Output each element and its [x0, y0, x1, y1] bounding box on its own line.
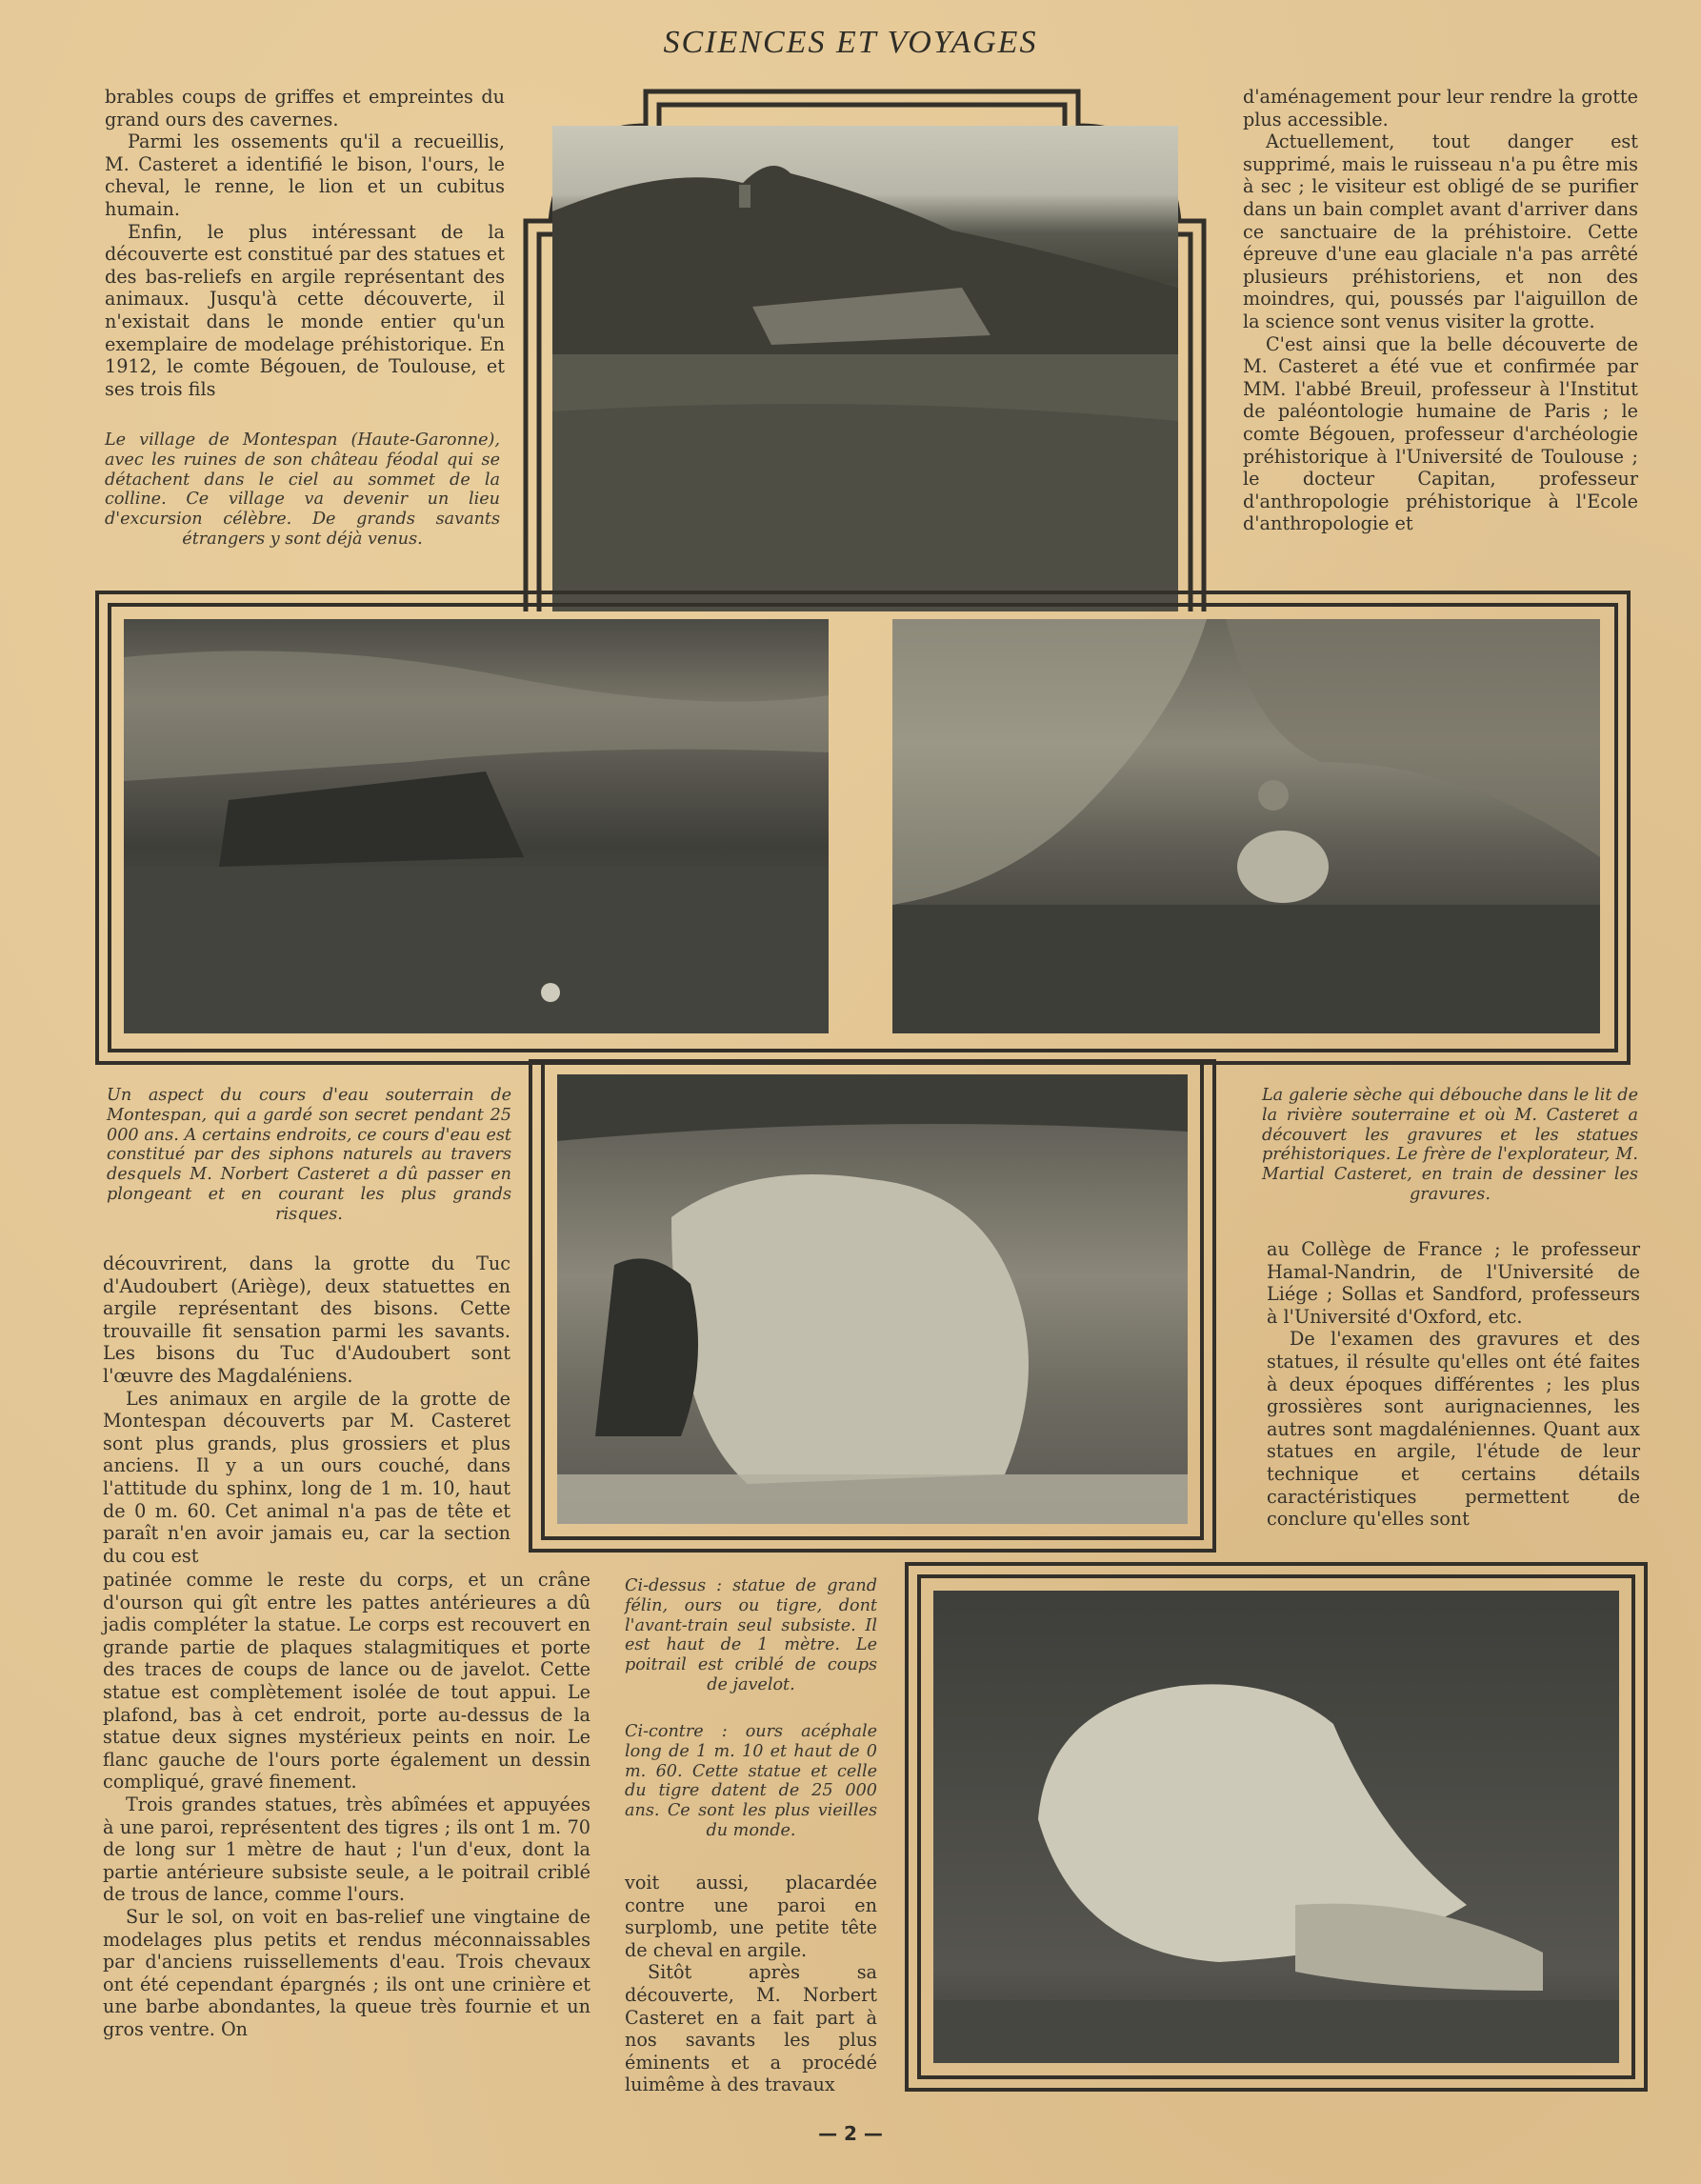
feline-statue-caption	[625, 1576, 877, 1695]
paragraph: voit aussi, placardée contre une paroi en surplomb, une petite tête de cheval en argile.	[625, 1872, 877, 1961]
paragraph: découvrirent, dans la grotte du Tuc d'Audoubert (Ariège), deux statuettes en argile représentant des bisons. Cette trouvaille fit sensation parmi les savants. Les bisons du Tuc d'Audoubert sont l'œuvre des Magdaléniens.	[103, 1252, 510, 1387]
village-landscape-graphic	[552, 126, 1178, 611]
top-right-article-column	[1243, 86, 1638, 535]
top-left-article-column	[105, 86, 505, 400]
gallery-cave-graphic	[892, 619, 1600, 1033]
center-lower-article-column	[625, 1872, 877, 2096]
paragraph: au Collège de France ; le professeur Hamal-Nandrin, de l'Université de Liége ; Sollas et Sandford, professeurs à l'Université d'Oxford, etc.	[1267, 1238, 1640, 1328]
dry-gallery-photo	[892, 619, 1600, 1033]
underground-stream-caption	[107, 1086, 511, 1225]
page-header-title: SCIENCES ET VOYAGES	[663, 25, 1038, 60]
village-photo-caption	[105, 431, 500, 550]
village-photo	[552, 126, 1178, 611]
feline-statue-graphic	[557, 1074, 1188, 1524]
stream-cave-graphic	[124, 619, 829, 1033]
caption-text: Ci-dessus : statue de grand félin, ours ou tigre, dont l'avant-train seul subsiste. Il est haut de 1 mètre. Le poitrail est criblé de coups de javelot.	[625, 1576, 877, 1694]
page-number: — 2 —	[818, 2122, 883, 2145]
bear-statue-caption	[625, 1722, 877, 1841]
right-lower-article-column	[1267, 1238, 1640, 1531]
paragraph: d'aménagement pour leur rendre la grotte plus accessible.	[1243, 86, 1638, 130]
caption-text: Le village de Montespan (Haute-Garonne), avec les ruines de son château féodal qui se détachent dans le ciel au sommet de la colline. Ce village va devenir un lieu d'excursion célèbre. De grands savants étrangers y sont déjà venus.	[105, 431, 500, 549]
caption-text: Ci-contre : ours acéphale long de 1 m. 10 et haut de 0 m. 60. Cette statue et celle du tigre datent de 25 000 ans. Ce sont les plus vieilles du monde.	[625, 1722, 877, 1840]
bear-statue-photo	[933, 1591, 1619, 2063]
dry-gallery-caption	[1262, 1086, 1638, 1205]
paragraph: patinée comme le reste du corps, et un crâne d'ourson qui gît entre les pattes antérieures a dû jadis compléter la statue. Le corps est recouvert en grande partie de plaques stalagmitiques et porte des traces de coups de lance ou de javelot. Cette statue est complètement isolée de tout appui. Le plafond, bas à cet endroit, porte au-dessus de la statue deux signes mystérieux peints en noir. Le flanc gauche de l'ours porte également un dessin compliqué, gravé finement.	[103, 1569, 590, 1793]
lower-left-article-column-wide	[103, 1569, 590, 2040]
paragraph: Actuellement, tout danger est supprimé, mais le ruisseau n'a pu être mis à sec ; le visiteur est obligé de se purifier dans un bain complet avant d'arriver dans ce sanctuaire de la préhistoire. Cette épreuve d'une eau glaciale n'a pas arrêté plusieurs préhistoriens, et non des moindres, qui, poussés par l'aiguillon de la science sont venus visiter la grotte.	[1243, 130, 1638, 332]
caption-text: La galerie sèche qui débouche dans le lit de la rivière souterraine et où M. Casteret a découvert les gravures et les statues préhistoriques. Le frère de l'explorateur, M. Martial Casteret, en train de dessiner les gravures.	[1262, 1086, 1638, 1204]
paragraph: brables coups de griffes et empreintes du grand ours des cavernes.	[105, 86, 505, 130]
lower-left-article-column-narrow	[103, 1252, 510, 1567]
paragraph: Sitôt après sa découverte, M. Norbert Casteret en a fait part à nos savants les plus éminents et a procédé luimême à des travaux	[625, 1961, 877, 2096]
paragraph: Enfin, le plus intéressant de la découverte est constitué par des statues et des bas-reliefs en argile représentant des animaux. Jusqu'à cette découverte, il n'existait dans le monde entier qu'un exemplaire de modelage préhistorique. En 1912, le comte Bégouen, de Toulouse, et ses trois fils	[105, 220, 505, 400]
paragraph: C'est ainsi que la belle découverte de M. Casteret a été vue et confirmée par MM. l'abbé Breuil, professeur à l'Institut de paléontologie humaine de Paris ; le comte Bégouen, professeur d'archéologie préhistorique à l'Université de Toulouse ; le docteur Capitan, professeur d'anthropologie préhistorique à l'Ecole d'anthropologie et	[1243, 332, 1638, 535]
paragraph: Parmi les ossements qu'il a recueillis, M. Casteret a identifié le bison, l'ours, le cheval, le renne, le lion et un cubitus humain.	[105, 130, 505, 220]
caption-text: Un aspect du cours d'eau souterrain de Montespan, qui a gardé son secret pendant 25 000 ans. A certains endroits, ce cours d'eau est constitué par des siphons naturels au travers desquels M. Norbert Casteret a dû passer en plongeant et en courant les plus grands risques.	[107, 1086, 511, 1224]
paragraph: De l'examen des gravures et des statues, il résulte qu'elles ont été faites à deux époques différentes ; les plus grossières sont aurignaciennes, les autres sont magdaléniennes. Quant aux statues en argile, l'étude de leur technique et certains détails caractéristiques permettent de conclure qu'elles sont	[1267, 1328, 1640, 1531]
paragraph: Sur le sol, on voit en bas-relief une vingtaine de modelages plus petits et rendus méconnaissables par d'anciens ruissellements d'eau. Trois chevaux ont été cependant épargnés ; ils ont une crinière et une barbe abondantes, la queue très fournie et un gros ventre. On	[103, 1905, 590, 2040]
paragraph: Trois grandes statues, très abîmées et appuyées à une paroi, représentent des tigres ; ils ont 1 m. 70 de long sur 1 mètre de haut ; l'un d'eux, dont la partie antérieure subsiste seule, a le poitrail criblé de trous de lance, comme l'ours.	[103, 1793, 590, 1906]
bear-statue-graphic	[933, 1591, 1619, 2063]
underground-stream-photo	[124, 619, 829, 1033]
paragraph: Les animaux en argile de la grotte de Montespan découverts par M. Casteret sont plus grands, plus grossiers et plus anciens. Il y a un ours couché, dans l'attitude du sphinx, long de 1 m. 10, haut de 0 m. 60. Cet animal n'a pas de tête et paraît n'en avoir jamais eu, car la section du cou est	[103, 1387, 510, 1567]
feline-statue-photo	[557, 1074, 1188, 1524]
